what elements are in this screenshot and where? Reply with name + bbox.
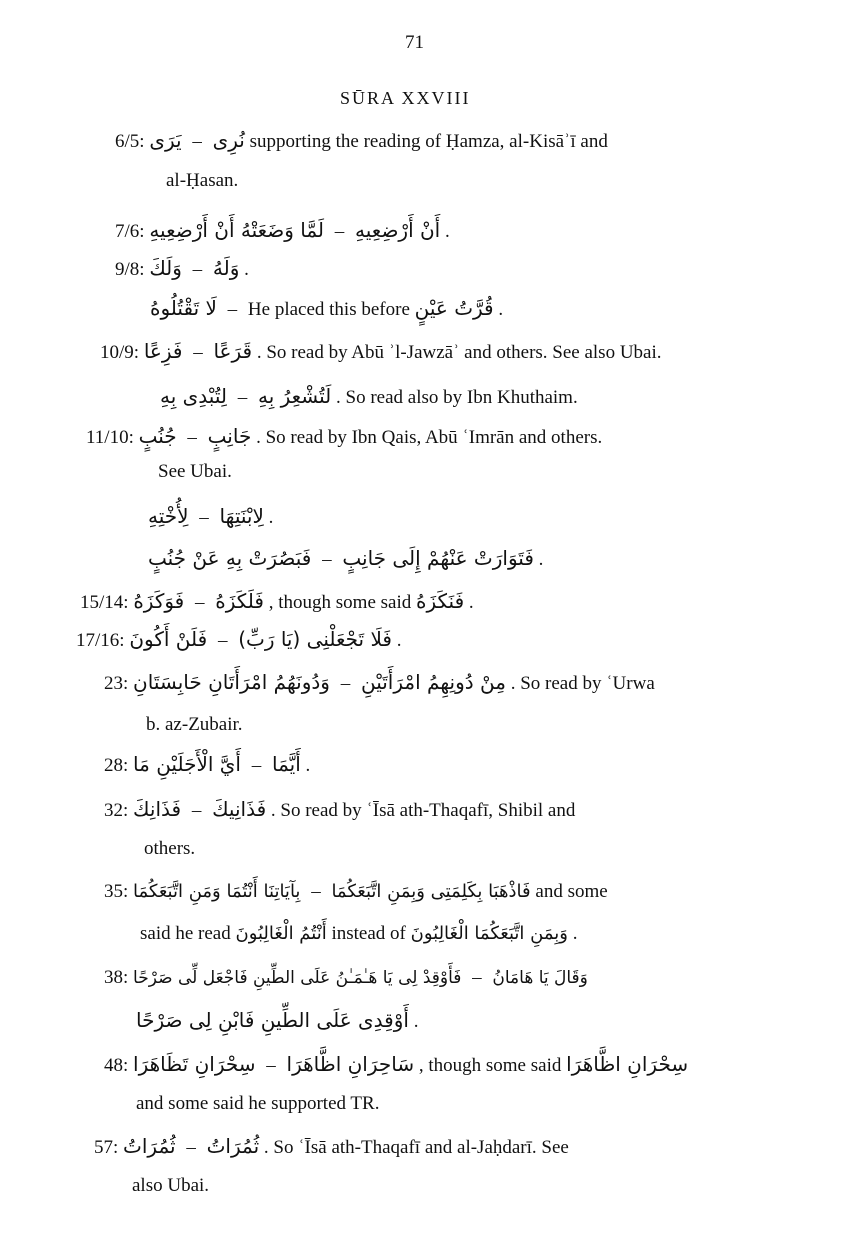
- entry-text: . So read also by Ibn Khuthaim.: [336, 387, 578, 408]
- dash: –: [191, 800, 202, 821]
- arabic-text: وَلَكَ: [149, 256, 182, 280]
- entry-line: [148, 546, 543, 572]
- entry-28: [104, 752, 310, 778]
- page-number: 71: [405, 32, 424, 53]
- entry-text: See Ubai.: [158, 461, 232, 482]
- arabic-text: سَاحِرَانِ اظَّاهَرَا: [286, 1052, 415, 1076]
- arabic-text: يَرَى: [149, 128, 182, 152]
- entry-text: and some said he supported TR.: [136, 1093, 380, 1114]
- entry-text: instead of: [331, 923, 411, 944]
- entry-line: [144, 837, 195, 861]
- verse-ref: 11/10:: [86, 427, 134, 448]
- entry-6-5: [115, 128, 608, 154]
- arabic-text: فَبَصُرَتْ بِهِ عَنْ جُنُبٍ: [148, 546, 312, 570]
- sura-title: SŪRA XXVIII: [340, 88, 471, 108]
- arabic-text: قُرَّتُ عَيْنٍ: [414, 296, 494, 320]
- verse-ref: 17/16:: [76, 630, 125, 651]
- verse-ref: 15/14:: [80, 592, 129, 613]
- entry-38: [104, 966, 588, 990]
- arabic-text: فَنَكَزَهُ: [416, 589, 465, 613]
- entry-text: .: [572, 923, 578, 944]
- dash: –: [251, 755, 262, 776]
- entry-17-16: [76, 627, 401, 653]
- arabic-text: فَاذْهَبَا بِكَلِمَتِى وَبِمَنِ اتَّبَعَكُمَا: [331, 881, 531, 902]
- entry-text: . So read by Ibn Qais, Abū ʿImrān and others.: [256, 427, 603, 448]
- entry-line: [132, 1174, 209, 1198]
- dash: –: [192, 259, 203, 280]
- verse-ref: 38:: [104, 967, 129, 988]
- arabic-text: لَا تَقْتُلُوهُ: [150, 296, 217, 320]
- entry-7-6: [115, 218, 450, 244]
- entry-11-10: [86, 424, 602, 450]
- entry-text: b. az-Zubair.: [146, 714, 243, 735]
- arabic-text: أَنْ أَرْضِعِيهِ: [355, 218, 441, 242]
- dash: –: [195, 592, 205, 613]
- arabic-text: وَبِمَنِ اتَّبَعَكُمَا الْغَالِبُونَ: [410, 923, 568, 944]
- entry-line: [150, 296, 503, 322]
- entry-text: .: [538, 549, 544, 570]
- entry-line: [140, 922, 577, 946]
- entry-text: .: [244, 259, 249, 280]
- arabic-text: بِآيَاتِنَا أَنْتُمَا وَمَنِ اتَّبَعَكُمَا: [133, 881, 301, 902]
- dash: –: [187, 427, 197, 448]
- entry-line: [158, 460, 232, 484]
- verse-ref: 6/5:: [115, 131, 145, 152]
- entry-9-8: [115, 256, 249, 282]
- arabic-text: لِتُبْدِى بِهِ: [160, 384, 227, 408]
- arabic-text: أَوْقِدِى عَلَى الطِّينِ فَابْنِ لِى صَرْحًا: [136, 1008, 409, 1032]
- entry-35: [104, 880, 608, 904]
- dash: –: [193, 342, 203, 363]
- verse-ref: 23:: [104, 673, 129, 694]
- entry-text: . So read by ʿĪsā ath-Thaqafī, Shibil and: [270, 800, 576, 821]
- entry-text: .: [268, 507, 274, 528]
- entry-text: .: [498, 299, 504, 320]
- arabic-text: فَأَوْقِدْ لِى يَا هَـٰمَـٰنُ عَلَى الطِّينِ فَاجْعَل لِّى صَرْحًا: [133, 968, 462, 988]
- entry-text: and some: [535, 881, 608, 902]
- entry-line: [148, 504, 273, 530]
- entry-line: [146, 713, 243, 737]
- dash: –: [340, 673, 351, 694]
- dash: –: [227, 299, 238, 320]
- arabic-text: لَمَّا وَضَعَتْهُ أَنْ أَرْضِعِيهِ: [149, 218, 325, 242]
- entry-text: .: [413, 1011, 419, 1032]
- arabic-text: أَيَّمَا: [271, 752, 301, 776]
- entry-text: others.: [144, 838, 196, 859]
- entry-line: [136, 1008, 418, 1034]
- arabic-text: فَلَكَزَهُ: [215, 589, 264, 613]
- entry-text: supporting the reading of Ḥamza, al-Kisāʾī and: [249, 131, 608, 152]
- arabic-text: مِنْ دُونِهِمُ امْرَأَتَيْنِ: [360, 670, 506, 694]
- entry-text: , though some said: [418, 1055, 567, 1076]
- entry-text: . So ʿĪsā ath-Thaqafī and al-Jaḥdarī. See: [263, 1137, 569, 1158]
- arabic-text: ثُمُرَاتُ: [123, 1134, 176, 1158]
- entry-text: .: [305, 755, 311, 776]
- entry-line: [136, 1092, 379, 1116]
- entry-text: . So read by ʿUrwa: [510, 673, 655, 694]
- entry-23: [104, 670, 655, 696]
- dash: –: [186, 1137, 196, 1158]
- entry-15-14: [80, 589, 474, 615]
- dash: –: [266, 1055, 276, 1076]
- entry-10-9: [100, 339, 662, 365]
- entry-text: also Ubai.: [132, 1175, 210, 1196]
- dash: –: [199, 507, 209, 528]
- arabic-text: فَزِعًا: [143, 339, 183, 363]
- arabic-text: فَلَنْ أَكُونَ: [129, 627, 208, 651]
- verse-ref: 10/9:: [100, 342, 140, 363]
- arabic-text: لِابْنَتِهَا: [219, 504, 264, 528]
- arabic-text: جُنُبٍ: [138, 424, 177, 448]
- arabic-text: وَدُونَهُمُ امْرَأَتَانِ حَابِسَتَانِ: [133, 670, 330, 694]
- entry-48: [104, 1052, 688, 1078]
- entry-57: [94, 1134, 569, 1160]
- arabic-text: فَتَوَارَتْ عَنْهُمْ إِلَى جَانِبٍ: [342, 546, 534, 570]
- arabic-text: فَذَانِكَ: [133, 797, 182, 821]
- entry-text: He placed this before: [247, 299, 415, 320]
- verse-ref: 7/6:: [115, 221, 145, 242]
- entry-text: . So read by Abū ʾl-Jawzāʾ and others. See also Ubai.: [256, 342, 662, 363]
- dash: –: [192, 131, 202, 152]
- arabic-text: سِحْرَانِ اظَّاهَرَا: [566, 1052, 689, 1076]
- entry-line: [166, 169, 238, 193]
- dash: –: [311, 881, 321, 902]
- entry-text: , though some said: [268, 592, 416, 613]
- arabic-text: لِأُخْتِهِ: [148, 504, 189, 528]
- entry-line: [160, 384, 578, 410]
- verse-ref: 35:: [104, 881, 129, 902]
- entry-32: [104, 797, 575, 823]
- dash: –: [472, 967, 482, 988]
- dash: –: [334, 221, 345, 242]
- arabic-text: وَلَهُ: [212, 256, 240, 280]
- entry-text: said he read: [140, 923, 236, 944]
- arabic-text: وَقَالَ يَا هَامَانُ: [492, 968, 588, 988]
- dash: –: [237, 387, 248, 408]
- verse-ref: 28:: [104, 755, 129, 776]
- arabic-text: أَيَّ الْأَجَلَيْنِ مَا: [133, 752, 241, 776]
- arabic-text: ثُمُرَاتُ: [206, 1134, 260, 1158]
- arabic-text: أَنْتُمُ الْغَالِبُونَ: [235, 923, 327, 944]
- entry-text: .: [445, 221, 450, 242]
- arabic-text: قَرَعًا: [213, 339, 253, 363]
- arabic-text: فَذَانِيكَ: [212, 797, 267, 821]
- entry-text: al-Ḥasan.: [166, 170, 239, 191]
- verse-ref: 48:: [104, 1055, 129, 1076]
- arabic-text: فَوَكَزَهُ: [133, 589, 185, 613]
- arabic-text: نُرِى: [212, 128, 245, 152]
- dash: –: [322, 549, 332, 570]
- verse-ref: 9/8:: [115, 259, 145, 280]
- arabic-text: فَلَا تَجْعَلْنِى (يَا رَبِّ): [238, 627, 392, 651]
- arabic-text: لَتُشْعِرُ بِهِ: [257, 384, 332, 408]
- entry-text: .: [396, 630, 402, 651]
- verse-ref: 32:: [104, 800, 129, 821]
- arabic-text: سِحْرَانِ تَظَاهَرَا: [133, 1052, 256, 1076]
- dash: –: [217, 630, 228, 651]
- arabic-text: جَانِبٍ: [207, 424, 252, 448]
- entry-text: .: [468, 592, 474, 613]
- verse-ref: 57:: [94, 1137, 119, 1158]
